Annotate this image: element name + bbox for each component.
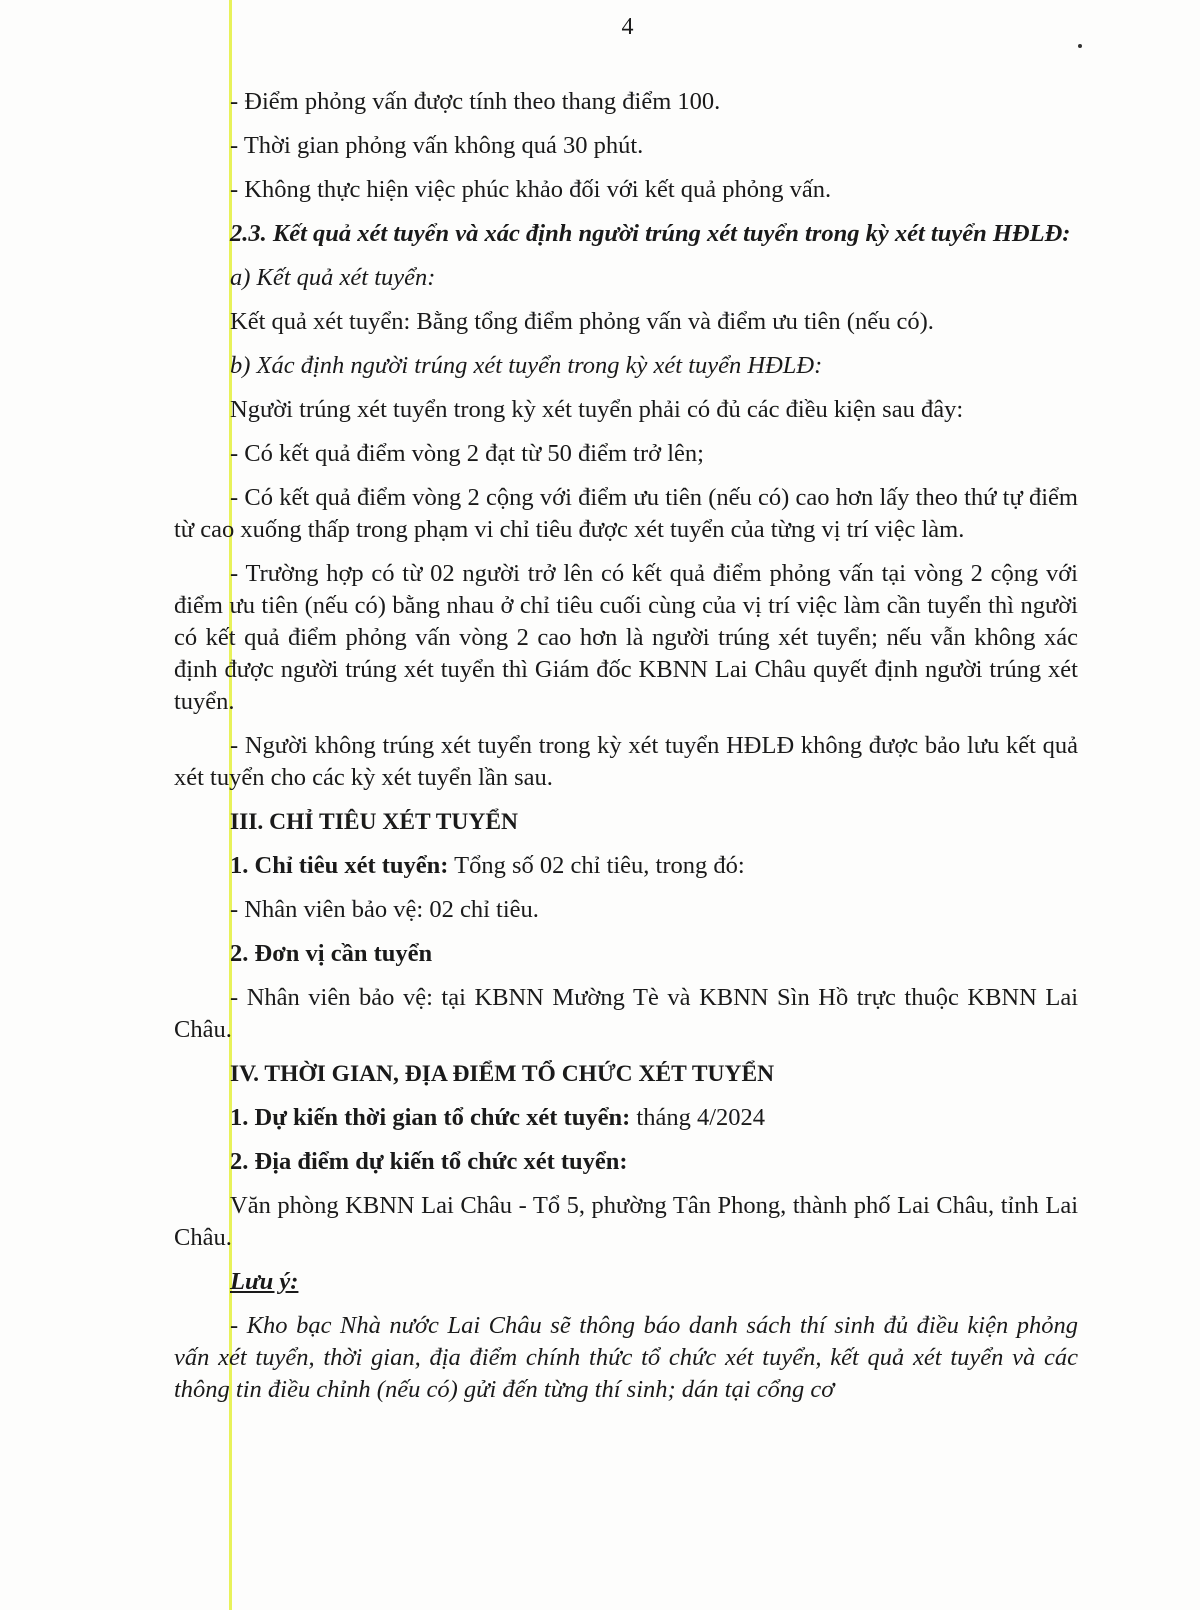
quota-label: 1. Chỉ tiêu xét tuyển: [230,852,449,879]
paragraph-location: Văn phòng KBNN Lai Châu - Tổ 5, phường Tân Phong, thành phố Lai Châu, tỉnh Lai Châu. [174,1192,1078,1251]
subheading-b: b) Xác định người trúng xét tuyển trong kỳ xét tuyển HĐLĐ: [230,352,823,379]
note-label: Lưu ý: [230,1268,299,1295]
paragraph-a-body: Kết quả xét tuyển: Bằng tổng điểm phỏng vấn và điểm ưu tiên (nếu có). [230,308,934,335]
subheading-units: 2. Đơn vị cần tuyển [230,940,433,967]
subheading-location: 2. Địa điểm dự kiến tổ chức xét tuyển: [230,1148,628,1175]
time-label: 1. Dự kiến thời gian tổ chức xét tuyển: [230,1104,631,1131]
paragraph-time [174,1102,1078,1134]
time-text: tháng 4/2024 [630,1104,766,1131]
paragraph-interview-score: - Điểm phỏng vấn được tính theo thang điểm 100. [230,88,721,115]
speck-mark [1078,44,1082,48]
paragraph-b-condition-2: - Có kết quả điểm vòng 2 cộng với điểm ưu tiên (nếu có) cao hơn lấy theo thứ tự điểm từ cao xuống thấp trong phạm vi chỉ tiêu được xét tuyển của từng vị trí việc làm. [174,484,1078,543]
paragraph-units-item: - Nhân viên bảo vệ: tại KBNN Mường Tè và KBNN Sìn Hồ trực thuộc KBNN Lai Châu. [174,984,1078,1043]
paragraph-interview-time: - Thời gian phỏng vấn không quá 30 phút. [230,132,644,159]
document-body [174,86,1078,1418]
quota-text: Tổng số 02 chỉ tiêu, trong đó: [448,852,745,879]
paragraph-note: - Kho bạc Nhà nước Lai Châu sẽ thông báo danh sách thí sinh đủ điều kiện phỏng vấn xét tuyển, thời gian, địa điểm chính thức tổ chức xét tuyển, kết quả xét tuyển và các thông tin điều chỉnh (nếu có) gửi đến từng thí sinh; dán tại cổng cơ [174,1312,1078,1403]
section-heading-2-3: 2.3. Kết quả xét tuyển và xác định người trúng xét tuyển trong kỳ xét tuyển HĐLĐ: [230,220,1071,247]
section-heading-iv: IV. THỜI GIAN, ĐỊA ĐIỂM TỔ CHỨC XÉT TUYỂN [230,1061,775,1087]
paragraph-b-condition-4: - Người không trúng xét tuyển trong kỳ xét tuyển HĐLĐ không được bảo lưu kết quả xét tuyển cho các kỳ xét tuyển lần sau. [174,732,1078,791]
paragraph-quota-item: - Nhân viên bảo vệ: 02 chỉ tiêu. [230,896,539,923]
paragraph-b-condition-1: - Có kết quả điểm vòng 2 đạt từ 50 điểm trở lên; [230,440,704,467]
subheading-a: a) Kết quả xét tuyển: [230,264,436,291]
section-heading-iii: III. CHỈ TIÊU XÉT TUYỂN [230,809,518,835]
paragraph-b-body: Người trúng xét tuyển trong kỳ xét tuyển phải có đủ các điều kiện sau đây: [230,396,964,423]
paragraph-no-review: - Không thực hiện việc phúc khảo đối với kết quả phỏng vấn. [230,176,832,203]
paragraph-b-condition-3: - Trường hợp có từ 02 người trở lên có kết quả điểm phỏng vấn tại vòng 2 cộng với điểm ưu tiên (nếu có) bằng nhau ở chỉ tiêu cuối cùng của vị trí việc làm cần tuyển thì người có kết quả điểm phỏng vấn vòng 2 cao hơn là người trúng xét tuyển; nếu vẫn không xác định được người trúng xét tuyển thì Giám đốc KBNN Lai Châu quyết định người trúng xét tuyển. [174,560,1078,715]
paragraph-quota [174,850,1078,882]
page-number: 4 [621,14,634,40]
